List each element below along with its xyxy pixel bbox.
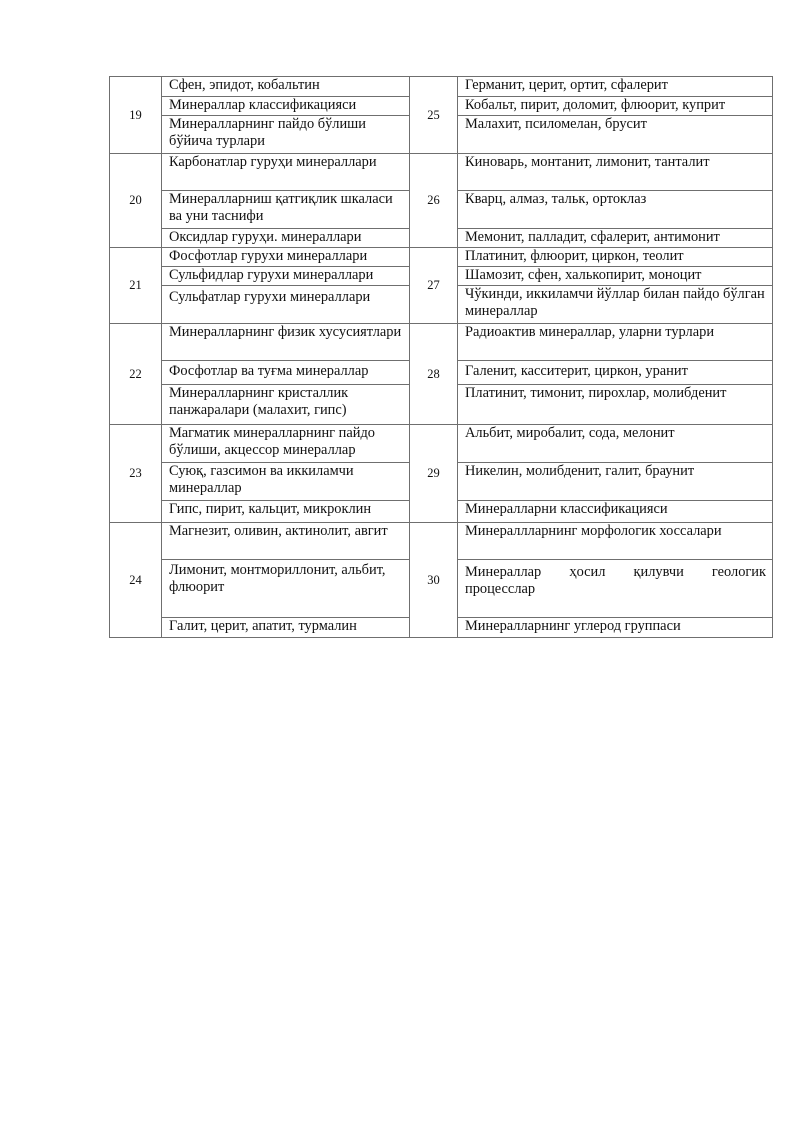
topic-cell: Платинит, тимонит, пирохлар, молибденит [458, 385, 773, 425]
variant-number: 27 [410, 248, 458, 324]
topic-cell: Фосфотлар ва туғма минераллар [162, 361, 410, 385]
topic-cell: Шамозит, сфен, халькопирит, моноцит [458, 267, 773, 286]
topic-cell: Минералларниш қатгиқлик шкаласи ва уни таснифи [162, 191, 410, 229]
topic-cell: Гипс, пирит, кальцит, микроклин [162, 501, 410, 523]
table-row [110, 523, 773, 560]
topic-cell: Кварц, алмаз, тальк, ортоклаз [458, 191, 773, 229]
variant-number: 20 [110, 154, 162, 248]
variant-number: 25 [410, 77, 458, 154]
topic-cell: Сульфидлар гурухи минераллари [162, 267, 410, 286]
table-row [110, 324, 773, 361]
topic-cell: Мемонит, палладит, сфалерит, антимонит [458, 229, 773, 248]
topic-cell: Чўкинди, иккиламчи йўллар билан пайдо бўлган минераллар [458, 286, 773, 324]
topic-cell: Минералларнинг кристаллик панжаралари (малахит, гипс) [162, 385, 410, 425]
topic-cell: Киноварь, монтанит, лимонит, танталит [458, 154, 773, 191]
topic-cell: Минералларни классификацияси [458, 501, 773, 523]
variant-number: 19 [110, 77, 162, 154]
topic-cell: Минераллар классификацияси [162, 97, 410, 116]
topic-cell: Минералларнинг пайдо бўлиши бўйича турлари [162, 116, 410, 154]
topic-cell: Минералларнинг углерод группаси [458, 618, 773, 638]
variant-number: 28 [410, 324, 458, 425]
topic-cell: Минералларнинг физик хусусиятлари [162, 324, 410, 361]
topic-cell: Суюқ, газсимон ва иккиламчи минераллар [162, 463, 410, 501]
topic-cell: Минераллар ҳосил қилувчи геологик процесслар [458, 560, 773, 618]
topic-cell: Кобальт, пирит, доломит, флюорит, куприт [458, 97, 773, 116]
variant-number: 26 [410, 154, 458, 248]
topic-cell: Радиоактив минераллар, уларни турлари [458, 324, 773, 361]
variant-number: 22 [110, 324, 162, 425]
topic-cell: Малахит, псиломелан, брусит [458, 116, 773, 154]
table-row [110, 154, 773, 191]
topic-cell: Минерал​лларнинг морфологик хоссалари [458, 523, 773, 560]
topic-cell: Сульфатлар гурухи минераллари [162, 286, 410, 324]
topic-cell: Галенит, касситерит, циркон, уранит [458, 361, 773, 385]
topic-cell: Альбит, миробалит, сода, мелонит [458, 425, 773, 463]
topic-cell: Германит, церит, ортит, сфалерит [458, 77, 773, 97]
table-row [110, 248, 773, 267]
topic-cell: Галит, церит, апатит, турмалин [162, 618, 410, 638]
variant-number: 30 [410, 523, 458, 638]
topic-cell: Карбонатлар гуруҳи минераллари [162, 154, 410, 191]
topic-cell: Фосфотлар гурухи минераллари [162, 248, 410, 267]
variant-number: 29 [410, 425, 458, 523]
variant-number: 21 [110, 248, 162, 324]
topic-cell: Магматик минералларнинг пайдо бўлиши, акцессор минераллар [162, 425, 410, 463]
topic-cell: Никелин, молибденит, галит, браунит [458, 463, 773, 501]
variant-number: 23 [110, 425, 162, 523]
variants-table [109, 76, 773, 638]
topic-cell: Магнезит, оливин, актинолит, авгит [162, 523, 410, 560]
topic-cell: Сфен, эпидот, кобальтин [162, 77, 410, 97]
topic-cell: Платинит, флюорит, циркон, теолит [458, 248, 773, 267]
table-row [110, 425, 773, 463]
table-row [110, 77, 773, 97]
topic-cell: Лимонит, монтмориллонит, альбит, флюорит [162, 560, 410, 618]
topic-cell: Оксидлар гуруҳи. минераллари [162, 229, 410, 248]
variant-number: 24 [110, 523, 162, 638]
